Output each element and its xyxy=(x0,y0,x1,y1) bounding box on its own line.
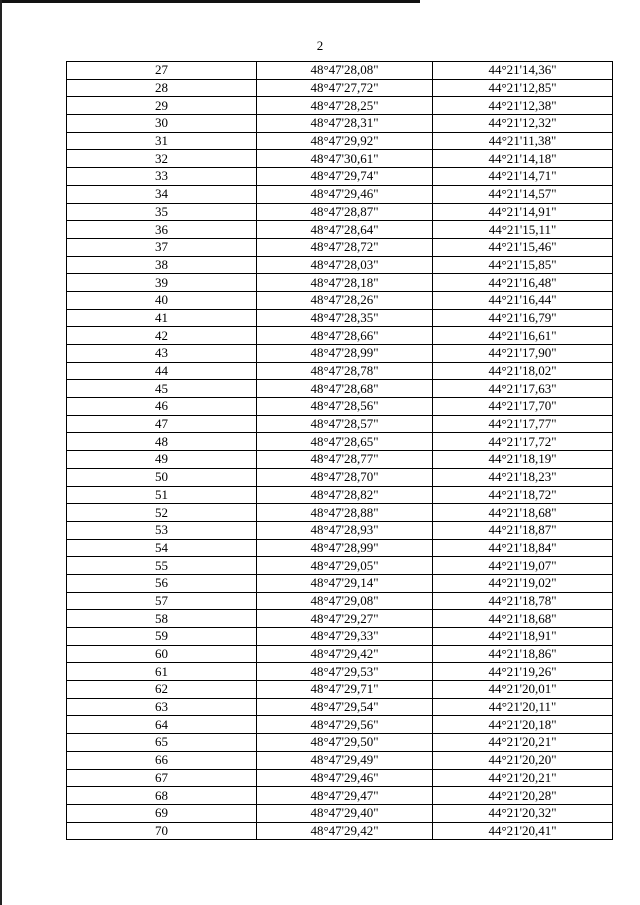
table-row xyxy=(67,610,613,628)
longitude-cell: 44°21'15,11" xyxy=(433,221,613,239)
latitude-cell: 48°47'29,49" xyxy=(257,751,433,769)
table-row xyxy=(67,150,613,168)
longitude-cell: 44°21'19,07" xyxy=(433,557,613,575)
latitude-cell: 48°47'29,42" xyxy=(257,822,433,840)
point-number-cell: 41 xyxy=(67,309,257,327)
coordinates-table xyxy=(66,61,613,840)
latitude-cell: 48°47'29,71" xyxy=(257,681,433,699)
latitude-cell: 48°47'29,92" xyxy=(257,132,433,150)
longitude-cell: 44°21'12,85" xyxy=(433,79,613,97)
longitude-cell: 44°21'16,44" xyxy=(433,291,613,309)
longitude-cell: 44°21'18,68" xyxy=(433,610,613,628)
longitude-cell: 44°21'14,18" xyxy=(433,150,613,168)
longitude-cell: 44°21'20,20" xyxy=(433,751,613,769)
point-number-cell: 46 xyxy=(67,398,257,416)
latitude-cell: 48°47'28,82" xyxy=(257,486,433,504)
point-number-cell: 70 xyxy=(67,822,257,840)
table-row xyxy=(67,787,613,805)
table-row xyxy=(67,79,613,97)
table-row xyxy=(67,769,613,787)
latitude-cell: 48°47'28,99" xyxy=(257,539,433,557)
table-row xyxy=(67,592,613,610)
table-row xyxy=(67,574,613,592)
latitude-cell: 48°47'28,93" xyxy=(257,521,433,539)
point-number-cell: 31 xyxy=(67,132,257,150)
table-row xyxy=(67,238,613,256)
point-number-cell: 69 xyxy=(67,804,257,822)
longitude-cell: 44°21'18,19" xyxy=(433,451,613,469)
longitude-cell: 44°21'20,01" xyxy=(433,681,613,699)
longitude-cell: 44°21'17,70" xyxy=(433,398,613,416)
point-number-cell: 58 xyxy=(67,610,257,628)
table-row xyxy=(67,521,613,539)
coordinates-table-body xyxy=(67,62,613,840)
latitude-cell: 48°47'29,40" xyxy=(257,804,433,822)
longitude-cell: 44°21'20,18" xyxy=(433,716,613,734)
table-row xyxy=(67,716,613,734)
point-number-cell: 44 xyxy=(67,362,257,380)
latitude-cell: 48°47'28,25" xyxy=(257,97,433,115)
point-number-cell: 29 xyxy=(67,97,257,115)
longitude-cell: 44°21'18,02" xyxy=(433,362,613,380)
point-number-cell: 54 xyxy=(67,539,257,557)
longitude-cell: 44°21'18,91" xyxy=(433,628,613,646)
point-number-cell: 27 xyxy=(67,62,257,80)
point-number-cell: 47 xyxy=(67,415,257,433)
table-row xyxy=(67,309,613,327)
longitude-cell: 44°21'15,46" xyxy=(433,238,613,256)
point-number-cell: 57 xyxy=(67,592,257,610)
point-number-cell: 61 xyxy=(67,663,257,681)
longitude-cell: 44°21'18,23" xyxy=(433,468,613,486)
longitude-cell: 44°21'16,79" xyxy=(433,309,613,327)
table-row xyxy=(67,539,613,557)
latitude-cell: 48°47'29,46" xyxy=(257,769,433,787)
longitude-cell: 44°21'20,21" xyxy=(433,769,613,787)
point-number-cell: 39 xyxy=(67,274,257,292)
point-number-cell: 34 xyxy=(67,185,257,203)
table-row xyxy=(67,168,613,186)
table-row xyxy=(67,62,613,80)
latitude-cell: 48°47'28,57" xyxy=(257,415,433,433)
latitude-cell: 48°47'29,08" xyxy=(257,592,433,610)
latitude-cell: 48°47'28,03" xyxy=(257,256,433,274)
table-row xyxy=(67,504,613,522)
point-number-cell: 53 xyxy=(67,521,257,539)
table-row xyxy=(67,433,613,451)
point-number-cell: 30 xyxy=(67,115,257,133)
point-number-cell: 67 xyxy=(67,769,257,787)
table-row xyxy=(67,256,613,274)
point-number-cell: 32 xyxy=(67,150,257,168)
longitude-cell: 44°21'18,86" xyxy=(433,645,613,663)
point-number-cell: 62 xyxy=(67,681,257,699)
point-number-cell: 55 xyxy=(67,557,257,575)
latitude-cell: 48°47'28,70" xyxy=(257,468,433,486)
longitude-cell: 44°21'16,61" xyxy=(433,327,613,345)
latitude-cell: 48°47'28,78" xyxy=(257,362,433,380)
longitude-cell: 44°21'19,26" xyxy=(433,663,613,681)
table-row xyxy=(67,804,613,822)
point-number-cell: 63 xyxy=(67,698,257,716)
table-row xyxy=(67,221,613,239)
longitude-cell: 44°21'18,72" xyxy=(433,486,613,504)
point-number-cell: 40 xyxy=(67,291,257,309)
table-row xyxy=(67,468,613,486)
longitude-cell: 44°21'19,02" xyxy=(433,574,613,592)
table-row xyxy=(67,185,613,203)
latitude-cell: 48°47'28,72" xyxy=(257,238,433,256)
latitude-cell: 48°47'29,47" xyxy=(257,787,433,805)
table-row xyxy=(67,663,613,681)
point-number-cell: 66 xyxy=(67,751,257,769)
table-row xyxy=(67,698,613,716)
latitude-cell: 48°47'28,08" xyxy=(257,62,433,80)
point-number-cell: 33 xyxy=(67,168,257,186)
point-number-cell: 45 xyxy=(67,380,257,398)
longitude-cell: 44°21'20,11" xyxy=(433,698,613,716)
table-row xyxy=(67,274,613,292)
point-number-cell: 28 xyxy=(67,79,257,97)
latitude-cell: 48°47'28,68" xyxy=(257,380,433,398)
latitude-cell: 48°47'28,26" xyxy=(257,291,433,309)
table-row xyxy=(67,751,613,769)
table-row xyxy=(67,345,613,363)
latitude-cell: 48°47'28,65" xyxy=(257,433,433,451)
latitude-cell: 48°47'28,77" xyxy=(257,451,433,469)
latitude-cell: 48°47'28,64" xyxy=(257,221,433,239)
longitude-cell: 44°21'14,71" xyxy=(433,168,613,186)
point-number-cell: 42 xyxy=(67,327,257,345)
table-row xyxy=(67,415,613,433)
longitude-cell: 44°21'18,87" xyxy=(433,521,613,539)
longitude-cell: 44°21'20,28" xyxy=(433,787,613,805)
latitude-cell: 48°47'28,88" xyxy=(257,504,433,522)
table-row xyxy=(67,628,613,646)
longitude-cell: 44°21'20,41" xyxy=(433,822,613,840)
longitude-cell: 44°21'12,38" xyxy=(433,97,613,115)
latitude-cell: 48°47'29,50" xyxy=(257,734,433,752)
table-row xyxy=(67,681,613,699)
longitude-cell: 44°21'18,68" xyxy=(433,504,613,522)
latitude-cell: 48°47'30,61" xyxy=(257,150,433,168)
latitude-cell: 48°47'28,35" xyxy=(257,309,433,327)
point-number-cell: 48 xyxy=(67,433,257,451)
longitude-cell: 44°21'20,21" xyxy=(433,734,613,752)
point-number-cell: 37 xyxy=(67,238,257,256)
point-number-cell: 50 xyxy=(67,468,257,486)
point-number-cell: 36 xyxy=(67,221,257,239)
point-number-cell: 65 xyxy=(67,734,257,752)
table-row xyxy=(67,486,613,504)
latitude-cell: 48°47'28,56" xyxy=(257,398,433,416)
scan-top-edge xyxy=(0,0,420,3)
latitude-cell: 48°47'29,27" xyxy=(257,610,433,628)
point-number-cell: 64 xyxy=(67,716,257,734)
table-row xyxy=(67,327,613,345)
table-row xyxy=(67,291,613,309)
longitude-cell: 44°21'11,38" xyxy=(433,132,613,150)
point-number-cell: 56 xyxy=(67,574,257,592)
point-number-cell: 52 xyxy=(67,504,257,522)
latitude-cell: 48°47'29,56" xyxy=(257,716,433,734)
longitude-cell: 44°21'17,63" xyxy=(433,380,613,398)
longitude-cell: 44°21'17,90" xyxy=(433,345,613,363)
table-row xyxy=(67,451,613,469)
latitude-cell: 48°47'28,87" xyxy=(257,203,433,221)
longitude-cell: 44°21'12,32" xyxy=(433,115,613,133)
table-row xyxy=(67,380,613,398)
longitude-cell: 44°21'14,36" xyxy=(433,62,613,80)
point-number-cell: 60 xyxy=(67,645,257,663)
point-number-cell: 35 xyxy=(67,203,257,221)
table-row xyxy=(67,557,613,575)
point-number-cell: 59 xyxy=(67,628,257,646)
table-row xyxy=(67,362,613,380)
latitude-cell: 48°47'29,14" xyxy=(257,574,433,592)
table-row xyxy=(67,734,613,752)
latitude-cell: 48°47'28,31" xyxy=(257,115,433,133)
table-row xyxy=(67,132,613,150)
point-number-cell: 51 xyxy=(67,486,257,504)
point-number-cell: 38 xyxy=(67,256,257,274)
table-row xyxy=(67,398,613,416)
table-row xyxy=(67,203,613,221)
table-row xyxy=(67,97,613,115)
longitude-cell: 44°21'18,84" xyxy=(433,539,613,557)
longitude-cell: 44°21'17,72" xyxy=(433,433,613,451)
page-number: 2 xyxy=(316,38,324,53)
latitude-cell: 48°47'29,46" xyxy=(257,185,433,203)
table-row xyxy=(67,115,613,133)
point-number-cell: 43 xyxy=(67,345,257,363)
point-number-cell: 68 xyxy=(67,787,257,805)
longitude-cell: 44°21'17,77" xyxy=(433,415,613,433)
table-row xyxy=(67,822,613,840)
longitude-cell: 44°21'14,57" xyxy=(433,185,613,203)
scan-left-edge xyxy=(0,0,2,905)
latitude-cell: 48°47'29,42" xyxy=(257,645,433,663)
longitude-cell: 44°21'18,78" xyxy=(433,592,613,610)
table-row xyxy=(67,645,613,663)
latitude-cell: 48°47'29,05" xyxy=(257,557,433,575)
latitude-cell: 48°47'28,66" xyxy=(257,327,433,345)
longitude-cell: 44°21'15,85" xyxy=(433,256,613,274)
latitude-cell: 48°47'28,99" xyxy=(257,345,433,363)
latitude-cell: 48°47'28,18" xyxy=(257,274,433,292)
latitude-cell: 48°47'29,74" xyxy=(257,168,433,186)
longitude-cell: 44°21'16,48" xyxy=(433,274,613,292)
latitude-cell: 48°47'29,54" xyxy=(257,698,433,716)
point-number-cell: 49 xyxy=(67,451,257,469)
latitude-cell: 48°47'27,72" xyxy=(257,79,433,97)
longitude-cell: 44°21'14,91" xyxy=(433,203,613,221)
latitude-cell: 48°47'29,33" xyxy=(257,628,433,646)
latitude-cell: 48°47'29,53" xyxy=(257,663,433,681)
longitude-cell: 44°21'20,32" xyxy=(433,804,613,822)
